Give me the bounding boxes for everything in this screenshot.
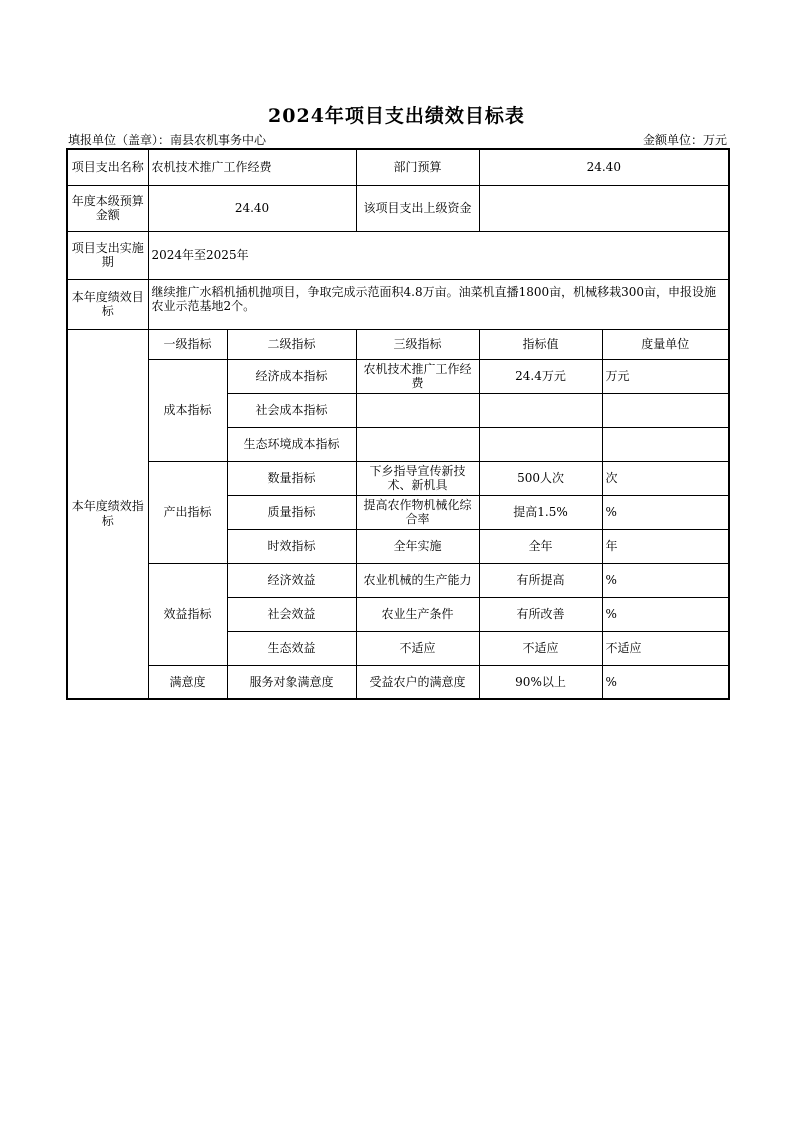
level1-benefit: 效益指标 — [148, 563, 227, 665]
indicators-section-label: 本年度绩效指标 — [67, 329, 148, 699]
value-cell: 有所提高 — [479, 563, 602, 597]
unit-cell: % — [602, 563, 729, 597]
header-level2: 二级指标 — [227, 329, 356, 359]
annual-budget-label: 年度本级预算金额 — [67, 185, 148, 231]
dept-budget-label: 部门预算 — [356, 149, 479, 185]
header-value: 指标值 — [479, 329, 602, 359]
level2-cell: 经济成本指标 — [227, 359, 356, 393]
level3-cell: 受益农户的满意度 — [356, 665, 479, 699]
reporting-unit: 填报单位（盖章）：南县农机事务中心 — [68, 133, 267, 147]
unit-cell: % — [602, 597, 729, 631]
unit-cell: % — [602, 495, 729, 529]
level3-cell — [356, 393, 479, 427]
level2-cell: 经济效益 — [227, 563, 356, 597]
table-row — [67, 359, 729, 393]
level1-cost: 成本指标 — [148, 359, 227, 461]
goal-value: 继续推广水稻机插机抛项目，争取完成示范面积4.8万亩。油菜机直播1800亩，机械移栽300亩，申报设施农业示范基地2个。 — [148, 279, 729, 329]
table-row — [67, 563, 729, 597]
goal-label: 本年度绩效目标 — [67, 279, 148, 329]
value-cell — [479, 427, 602, 461]
level3-cell: 提高农作物机械化综合率 — [356, 495, 479, 529]
level3-cell: 不适应 — [356, 631, 479, 665]
dept-budget-value: 24.40 — [479, 149, 729, 185]
annual-budget-value: 24.40 — [148, 185, 356, 231]
superior-funds-value — [479, 185, 729, 231]
page-title: 2024年项目支出绩效目标表 — [268, 105, 525, 127]
level3-cell: 全年实施 — [356, 529, 479, 563]
level1-output: 产出指标 — [148, 461, 227, 563]
value-cell: 全年 — [479, 529, 602, 563]
header-level1: 一级指标 — [148, 329, 227, 359]
value-cell: 24.4万元 — [479, 359, 602, 393]
superior-funds-label: 该项目支出上级资金 — [356, 185, 479, 231]
level3-cell: 农业生产条件 — [356, 597, 479, 631]
value-cell: 有所改善 — [479, 597, 602, 631]
level2-cell: 时效指标 — [227, 529, 356, 563]
unit-cell: 万元 — [602, 359, 729, 393]
value-cell: 提高1.5% — [479, 495, 602, 529]
value-cell: 500人次 — [479, 461, 602, 495]
level3-cell — [356, 427, 479, 461]
unit-cell: 不适应 — [602, 631, 729, 665]
project-name-value: 农机技术推广工作经费 — [148, 149, 356, 185]
level3-cell: 农机技术推广工作经费 — [356, 359, 479, 393]
level3-cell: 下乡指导宣传新技术、新机具 — [356, 461, 479, 495]
level2-cell: 生态效益 — [227, 631, 356, 665]
performance-target-table — [66, 148, 730, 700]
level2-cell: 服务对象满意度 — [227, 665, 356, 699]
level2-cell: 社会成本指标 — [227, 393, 356, 427]
unit-cell — [602, 393, 729, 427]
table-row — [67, 665, 729, 699]
period-value: 2024年至2025年 — [148, 231, 729, 279]
level2-cell: 数量指标 — [227, 461, 356, 495]
unit-cell: 年 — [602, 529, 729, 563]
table-row — [67, 461, 729, 495]
level2-cell: 社会效益 — [227, 597, 356, 631]
project-name-label: 项目支出名称 — [67, 149, 148, 185]
level1-satisfaction: 满意度 — [148, 665, 227, 699]
header-level3: 三级指标 — [356, 329, 479, 359]
level2-cell: 生态环境成本指标 — [227, 427, 356, 461]
value-cell: 不适应 — [479, 631, 602, 665]
unit-cell — [602, 427, 729, 461]
level3-cell: 农业机械的生产能力 — [356, 563, 479, 597]
level2-cell: 质量指标 — [227, 495, 356, 529]
unit-cell: 次 — [602, 461, 729, 495]
value-cell — [479, 393, 602, 427]
currency-unit: 金额单位：万元 — [642, 133, 727, 147]
period-label: 项目支出实施期 — [67, 231, 148, 279]
unit-cell: % — [602, 665, 729, 699]
value-cell: 90%以上 — [479, 665, 602, 699]
header-unit: 度量单位 — [602, 329, 729, 359]
